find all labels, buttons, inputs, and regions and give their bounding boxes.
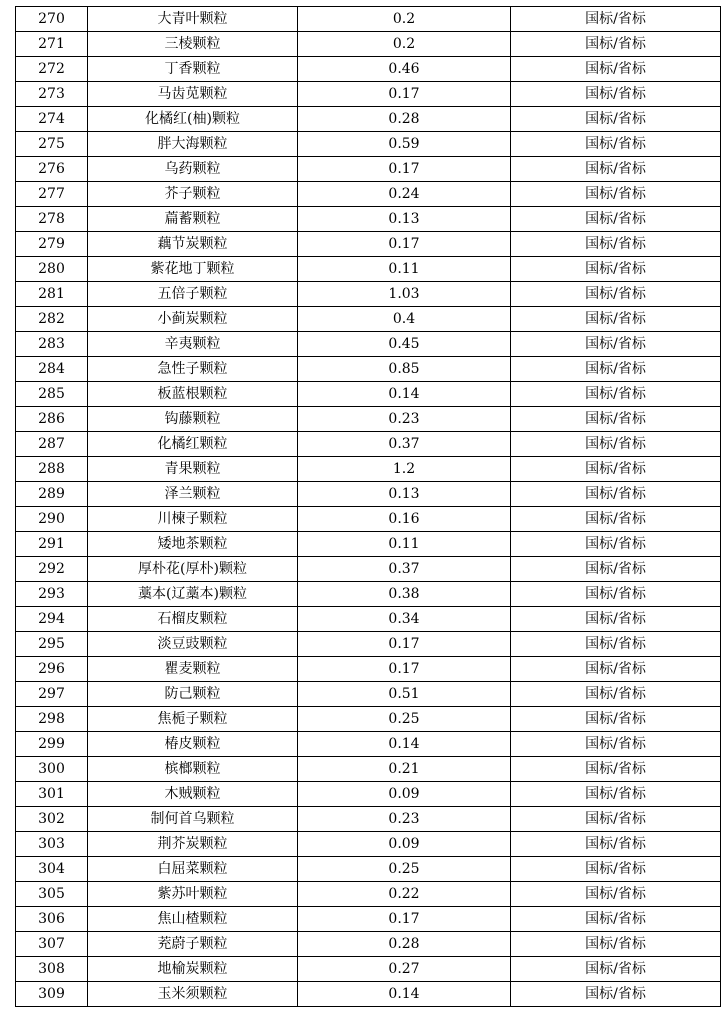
price-cell: 0.23 — [298, 807, 511, 832]
standard-cell: 国标/省标 — [511, 732, 721, 757]
table-row — [16, 907, 721, 932]
row-number-cell: 295 — [16, 632, 88, 657]
standard-cell: 国标/省标 — [511, 757, 721, 782]
price-cell: 0.28 — [298, 107, 511, 132]
standard-cell: 国标/省标 — [511, 132, 721, 157]
item-name-cell: 三棱颗粒 — [88, 32, 298, 57]
item-name-cell: 荆芥炭颗粒 — [88, 832, 298, 857]
price-table — [15, 6, 721, 1007]
price-cell: 0.51 — [298, 682, 511, 707]
table-row — [16, 782, 721, 807]
item-name-cell: 制何首乌颗粒 — [88, 807, 298, 832]
table-row — [16, 882, 721, 907]
item-name-cell: 钩藤颗粒 — [88, 407, 298, 432]
standard-cell: 国标/省标 — [511, 932, 721, 957]
table-row — [16, 232, 721, 257]
row-number-cell: 279 — [16, 232, 88, 257]
item-name-cell: 辛夷颗粒 — [88, 332, 298, 357]
price-cell: 0.11 — [298, 532, 511, 557]
price-cell: 0.24 — [298, 182, 511, 207]
standard-cell: 国标/省标 — [511, 907, 721, 932]
table-row — [16, 632, 721, 657]
standard-cell: 国标/省标 — [511, 257, 721, 282]
price-cell: 0.25 — [298, 857, 511, 882]
row-number-cell: 293 — [16, 582, 88, 607]
price-cell: 0.23 — [298, 407, 511, 432]
price-cell: 0.17 — [298, 232, 511, 257]
item-name-cell: 焦山楂颗粒 — [88, 907, 298, 932]
standard-cell: 国标/省标 — [511, 157, 721, 182]
item-name-cell: 椿皮颗粒 — [88, 732, 298, 757]
row-number-cell: 270 — [16, 7, 88, 32]
row-number-cell: 287 — [16, 432, 88, 457]
standard-cell: 国标/省标 — [511, 582, 721, 607]
table-row — [16, 207, 721, 232]
row-number-cell: 303 — [16, 832, 88, 857]
standard-cell: 国标/省标 — [511, 707, 721, 732]
table-row — [16, 32, 721, 57]
table-row — [16, 107, 721, 132]
row-number-cell: 275 — [16, 132, 88, 157]
item-name-cell: 胖大海颗粒 — [88, 132, 298, 157]
row-number-cell: 298 — [16, 707, 88, 732]
price-cell: 1.2 — [298, 457, 511, 482]
price-cell: 0.14 — [298, 982, 511, 1007]
price-cell: 0.17 — [298, 82, 511, 107]
standard-cell: 国标/省标 — [511, 632, 721, 657]
item-name-cell: 地榆炭颗粒 — [88, 957, 298, 982]
row-number-cell: 300 — [16, 757, 88, 782]
item-name-cell: 板蓝根颗粒 — [88, 382, 298, 407]
table-row — [16, 357, 721, 382]
standard-cell: 国标/省标 — [511, 607, 721, 632]
table-row — [16, 932, 721, 957]
standard-cell: 国标/省标 — [511, 432, 721, 457]
table-row — [16, 432, 721, 457]
price-cell: 0.34 — [298, 607, 511, 632]
price-cell: 0.4 — [298, 307, 511, 332]
table-row — [16, 657, 721, 682]
row-number-cell: 296 — [16, 657, 88, 682]
row-number-cell: 301 — [16, 782, 88, 807]
table-row — [16, 57, 721, 82]
price-cell: 0.14 — [298, 382, 511, 407]
table-row — [16, 457, 721, 482]
price-cell: 0.17 — [298, 632, 511, 657]
row-number-cell: 276 — [16, 157, 88, 182]
price-cell: 0.09 — [298, 832, 511, 857]
table-row — [16, 132, 721, 157]
table-row — [16, 957, 721, 982]
row-number-cell: 272 — [16, 57, 88, 82]
standard-cell: 国标/省标 — [511, 57, 721, 82]
table-row — [16, 82, 721, 107]
item-name-cell: 玉米须颗粒 — [88, 982, 298, 1007]
item-name-cell: 泽兰颗粒 — [88, 482, 298, 507]
row-number-cell: 292 — [16, 557, 88, 582]
row-number-cell: 302 — [16, 807, 88, 832]
price-cell: 0.2 — [298, 7, 511, 32]
row-number-cell: 286 — [16, 407, 88, 432]
item-name-cell: 矮地茶颗粒 — [88, 532, 298, 557]
standard-cell: 国标/省标 — [511, 307, 721, 332]
item-name-cell: 青果颗粒 — [88, 457, 298, 482]
standard-cell: 国标/省标 — [511, 557, 721, 582]
standard-cell: 国标/省标 — [511, 7, 721, 32]
table-row — [16, 257, 721, 282]
price-cell: 0.22 — [298, 882, 511, 907]
item-name-cell: 厚朴花(厚朴)颗粒 — [88, 557, 298, 582]
item-name-cell: 藁本(辽藁本)颗粒 — [88, 582, 298, 607]
item-name-cell: 化橘红(柚)颗粒 — [88, 107, 298, 132]
item-name-cell: 小蓟炭颗粒 — [88, 307, 298, 332]
price-cell: 0.21 — [298, 757, 511, 782]
standard-cell: 国标/省标 — [511, 807, 721, 832]
price-cell: 0.27 — [298, 957, 511, 982]
table-row — [16, 307, 721, 332]
item-name-cell: 马齿苋颗粒 — [88, 82, 298, 107]
row-number-cell: 282 — [16, 307, 88, 332]
standard-cell: 国标/省标 — [511, 182, 721, 207]
item-name-cell: 大青叶颗粒 — [88, 7, 298, 32]
item-name-cell: 紫花地丁颗粒 — [88, 257, 298, 282]
table-row — [16, 532, 721, 557]
standard-cell: 国标/省标 — [511, 682, 721, 707]
table-row — [16, 482, 721, 507]
standard-cell: 国标/省标 — [511, 357, 721, 382]
price-cell: 0.85 — [298, 357, 511, 382]
price-cell: 1.03 — [298, 282, 511, 307]
price-cell: 0.38 — [298, 582, 511, 607]
price-cell: 0.37 — [298, 557, 511, 582]
table-row — [16, 7, 721, 32]
price-cell: 0.11 — [298, 257, 511, 282]
standard-cell: 国标/省标 — [511, 207, 721, 232]
item-name-cell: 瞿麦颗粒 — [88, 657, 298, 682]
table-row — [16, 332, 721, 357]
table-row — [16, 732, 721, 757]
item-name-cell: 焦栀子颗粒 — [88, 707, 298, 732]
table-row — [16, 507, 721, 532]
standard-cell: 国标/省标 — [511, 857, 721, 882]
price-cell: 0.14 — [298, 732, 511, 757]
row-number-cell: 299 — [16, 732, 88, 757]
item-name-cell: 木贼颗粒 — [88, 782, 298, 807]
table-row — [16, 757, 721, 782]
row-number-cell: 288 — [16, 457, 88, 482]
row-number-cell: 277 — [16, 182, 88, 207]
price-cell: 0.59 — [298, 132, 511, 157]
item-name-cell: 茺蔚子颗粒 — [88, 932, 298, 957]
standard-cell: 国标/省标 — [511, 657, 721, 682]
row-number-cell: 274 — [16, 107, 88, 132]
standard-cell: 国标/省标 — [511, 32, 721, 57]
row-number-cell: 278 — [16, 207, 88, 232]
item-name-cell: 五倍子颗粒 — [88, 282, 298, 307]
row-number-cell: 309 — [16, 982, 88, 1007]
price-cell: 0.13 — [298, 207, 511, 232]
item-name-cell: 淡豆豉颗粒 — [88, 632, 298, 657]
standard-cell: 国标/省标 — [511, 332, 721, 357]
item-name-cell: 石榴皮颗粒 — [88, 607, 298, 632]
row-number-cell: 285 — [16, 382, 88, 407]
standard-cell: 国标/省标 — [511, 982, 721, 1007]
row-number-cell: 271 — [16, 32, 88, 57]
row-number-cell: 307 — [16, 932, 88, 957]
price-cell: 0.09 — [298, 782, 511, 807]
item-name-cell: 藕节炭颗粒 — [88, 232, 298, 257]
price-cell: 0.17 — [298, 157, 511, 182]
table-row — [16, 607, 721, 632]
price-cell: 0.37 — [298, 432, 511, 457]
standard-cell: 国标/省标 — [511, 882, 721, 907]
item-name-cell: 防己颗粒 — [88, 682, 298, 707]
price-cell: 0.28 — [298, 932, 511, 957]
row-number-cell: 284 — [16, 357, 88, 382]
price-cell: 0.16 — [298, 507, 511, 532]
price-cell: 0.13 — [298, 482, 511, 507]
table-row — [16, 982, 721, 1007]
table-row — [16, 157, 721, 182]
standard-cell: 国标/省标 — [511, 832, 721, 857]
table-body — [16, 7, 721, 1007]
standard-cell: 国标/省标 — [511, 532, 721, 557]
table-row — [16, 707, 721, 732]
standard-cell: 国标/省标 — [511, 107, 721, 132]
table-row — [16, 582, 721, 607]
item-name-cell: 川楝子颗粒 — [88, 507, 298, 532]
standard-cell: 国标/省标 — [511, 407, 721, 432]
row-number-cell: 291 — [16, 532, 88, 557]
price-cell: 0.46 — [298, 57, 511, 82]
standard-cell: 国标/省标 — [511, 782, 721, 807]
table-row — [16, 557, 721, 582]
standard-cell: 国标/省标 — [511, 382, 721, 407]
price-cell: 0.17 — [298, 657, 511, 682]
standard-cell: 国标/省标 — [511, 957, 721, 982]
row-number-cell: 304 — [16, 857, 88, 882]
price-cell: 0.2 — [298, 32, 511, 57]
item-name-cell: 急性子颗粒 — [88, 357, 298, 382]
item-name-cell: 芥子颗粒 — [88, 182, 298, 207]
row-number-cell: 273 — [16, 82, 88, 107]
item-name-cell: 白屈菜颗粒 — [88, 857, 298, 882]
table-row — [16, 857, 721, 882]
row-number-cell: 306 — [16, 907, 88, 932]
row-number-cell: 280 — [16, 257, 88, 282]
item-name-cell: 紫苏叶颗粒 — [88, 882, 298, 907]
item-name-cell: 萹蓄颗粒 — [88, 207, 298, 232]
table-row — [16, 182, 721, 207]
price-cell: 0.25 — [298, 707, 511, 732]
row-number-cell: 290 — [16, 507, 88, 532]
table-row — [16, 807, 721, 832]
row-number-cell: 283 — [16, 332, 88, 357]
standard-cell: 国标/省标 — [511, 457, 721, 482]
table-row — [16, 682, 721, 707]
item-name-cell: 化橘红颗粒 — [88, 432, 298, 457]
standard-cell: 国标/省标 — [511, 282, 721, 307]
table-row — [16, 382, 721, 407]
table-row — [16, 832, 721, 857]
standard-cell: 国标/省标 — [511, 232, 721, 257]
price-cell: 0.17 — [298, 907, 511, 932]
item-name-cell: 乌药颗粒 — [88, 157, 298, 182]
standard-cell: 国标/省标 — [511, 82, 721, 107]
row-number-cell: 294 — [16, 607, 88, 632]
standard-cell: 国标/省标 — [511, 507, 721, 532]
row-number-cell: 305 — [16, 882, 88, 907]
table-row — [16, 407, 721, 432]
table-row — [16, 282, 721, 307]
item-name-cell: 槟榔颗粒 — [88, 757, 298, 782]
price-cell: 0.45 — [298, 332, 511, 357]
row-number-cell: 308 — [16, 957, 88, 982]
standard-cell: 国标/省标 — [511, 482, 721, 507]
item-name-cell: 丁香颗粒 — [88, 57, 298, 82]
row-number-cell: 281 — [16, 282, 88, 307]
row-number-cell: 297 — [16, 682, 88, 707]
row-number-cell: 289 — [16, 482, 88, 507]
